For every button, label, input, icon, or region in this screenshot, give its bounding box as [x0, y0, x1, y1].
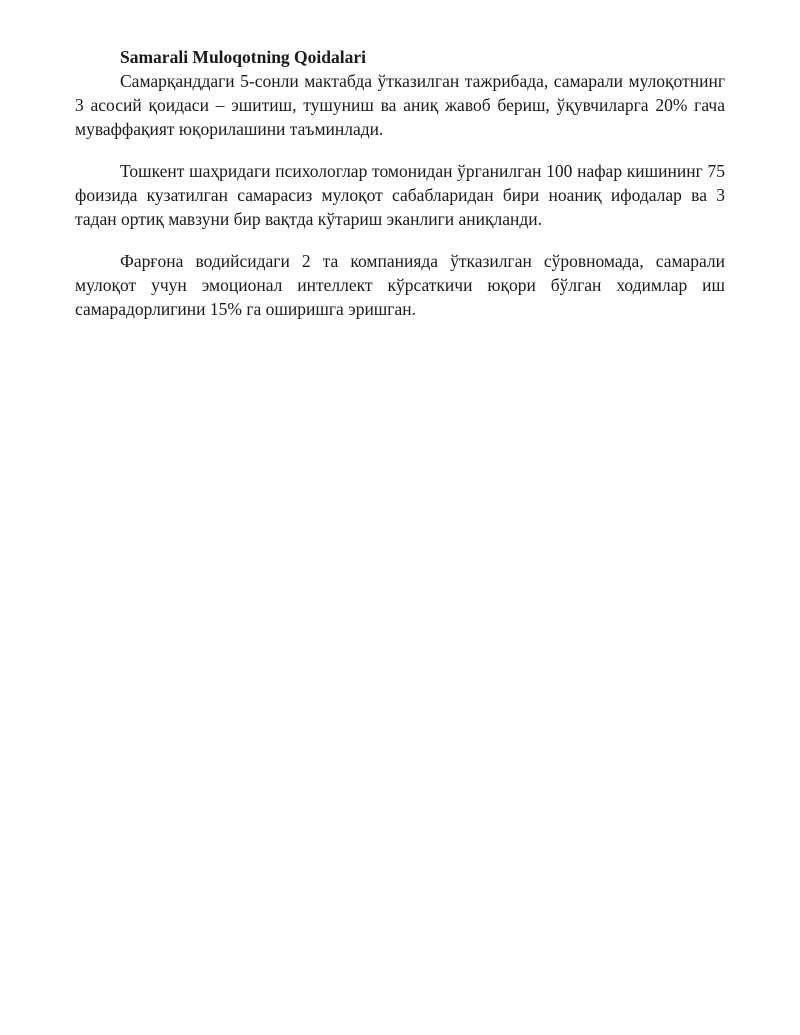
paragraph-3: Фарғона водийсидаги 2 та компанияда ўтказилган сўровномада, самарали мулоқот учун эмоционал интеллект кўрсаткичи юқори бўлган ходимлар иш самарадорлигини 15% га оширишга эришган. — [75, 251, 725, 319]
document-title: Samarali Muloqotning Qoidalari — [120, 47, 366, 67]
document-body — [75, 45, 725, 339]
paragraph-1: Самарқанддаги 5-сонли мактабда ўтказилган тажрибада, самарали мулоқотнинг 3 асосий қоидаси – эшитиш, тушуниш ва аниқ жавоб бериш, ўқувчиларга 20% гача муваффақият юқорилашини таъминлади. — [75, 71, 725, 139]
paragraph-2: Тошкент шаҳридаги психологлар томонидан ўрганилган 100 нафар кишининг 75 фоизида кузатилган самарасиз мулоқот сабабларидан бири ноаниқ ифодалар ва 3 тадан ортиқ мавзуни бир вақтда кўтариш эканлиги аниқланди. — [75, 161, 725, 229]
